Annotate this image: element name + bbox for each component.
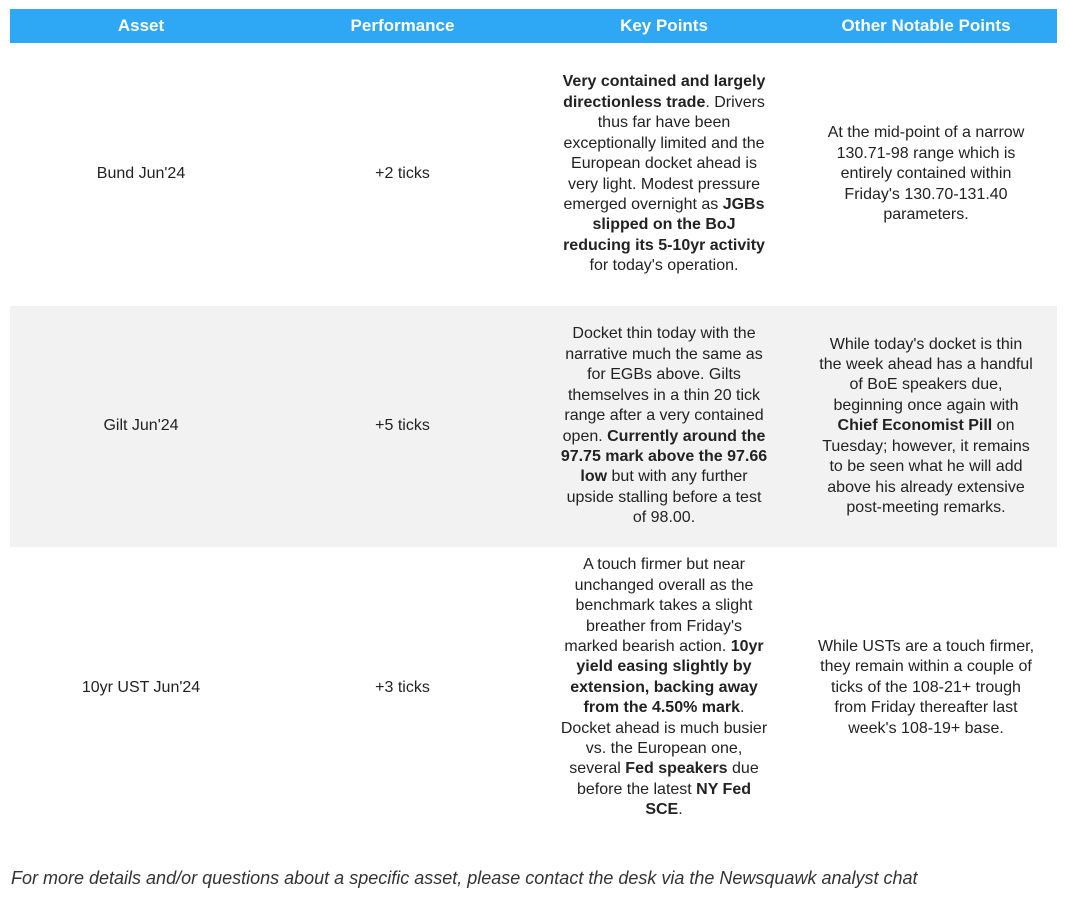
asset-performance-table [10, 9, 1057, 829]
text-segment: While today's docket is thin the week ahead has a handful of BoE speakers due, beginning once again with [819, 335, 1033, 414]
text-segment: . Docket ahead is much busier vs. the European one, several [560, 699, 768, 778]
footer-note: For more details and/or questions about a specific asset, please contact the desk via the Newsquawk analyst chat [11, 868, 918, 888]
other-notable-points-text [817, 335, 1035, 519]
other-notable-points-text [817, 637, 1035, 739]
key-points-cell [533, 547, 795, 829]
column-header-asset: Asset [10, 9, 272, 43]
other-notable-points-cell [795, 43, 1057, 306]
text-segment: . [678, 801, 683, 819]
text-segment: but with any further upside stalling before a test of 98.00. [566, 468, 762, 527]
key-points-text [559, 72, 769, 276]
asset-cell: 10yr UST Jun'24 [81, 678, 201, 696]
column-header-key-points: Key Points [533, 9, 795, 43]
key-points-text [559, 324, 769, 528]
text-segment: . Drivers thus far have been exceptionally limited and the European docket ahead is very light. Modest pressure emerged overnight as [563, 93, 765, 213]
emphasized-text: NY Fed SCE [645, 780, 751, 819]
column-header-other-notable-points: Other Notable Points [795, 9, 1057, 43]
asset-cell: Gilt Jun'24 [10, 306, 272, 547]
other-notable-points-cell [795, 547, 1057, 829]
asset-cell: Bund Jun'24 [96, 165, 186, 183]
text-segment: A touch firmer but near unchanged overall as the benchmark takes a slight breather from Friday's marked bearish action. [564, 556, 754, 655]
table-header-row [10, 9, 1057, 43]
emphasized-text: Currently around the 97.75 mark above the 97.66 low [560, 427, 768, 486]
performance-cell: +2 ticks [375, 165, 430, 183]
table-row [10, 43, 1057, 306]
performance-cell: +3 ticks [375, 678, 430, 696]
text-segment: At the mid-point of a narrow 130.71-98 range which is entirely contained within Friday's 130.70-131.40 parameters. [827, 124, 1025, 224]
other-notable-points-cell [795, 306, 1057, 547]
emphasized-text: 10yr yield easing slightly by extension, backing away from the 4.50% mark [570, 637, 764, 717]
performance-cell: +5 ticks [272, 306, 533, 547]
text-segment: on Tuesday; however, it remains to be seen what he will add above his already extensive post-meeting remarks. [822, 417, 1030, 516]
emphasized-text: Chief Economist Pill [837, 417, 993, 435]
other-notable-points-text [817, 123, 1035, 225]
emphasized-text: Very contained and largely directionless trade [562, 73, 766, 111]
emphasized-text: JGBs slipped on the BoJ reducing its 5-10yr activity [563, 195, 765, 254]
text-segment: due before the latest [576, 760, 759, 798]
emphasized-text: Fed speakers [625, 760, 728, 778]
text-segment: Docket thin today with the narrative much the same as for EGBs above. Gilts themselves in a thin 20 tick range after a very contained open. [562, 325, 764, 445]
table-row [10, 547, 1057, 829]
column-header-performance: Performance [272, 9, 533, 43]
key-points-cell [533, 43, 795, 306]
text-segment: While USTs are a touch firmer, they remain within a couple of ticks of the 108-21+ trough from Friday thereafter last week's 108-19+ base. [817, 637, 1035, 737]
table-row [10, 306, 1057, 547]
key-points-cell [533, 306, 795, 547]
text-segment: for today's operation. [589, 257, 739, 275]
key-points-text [559, 555, 769, 820]
